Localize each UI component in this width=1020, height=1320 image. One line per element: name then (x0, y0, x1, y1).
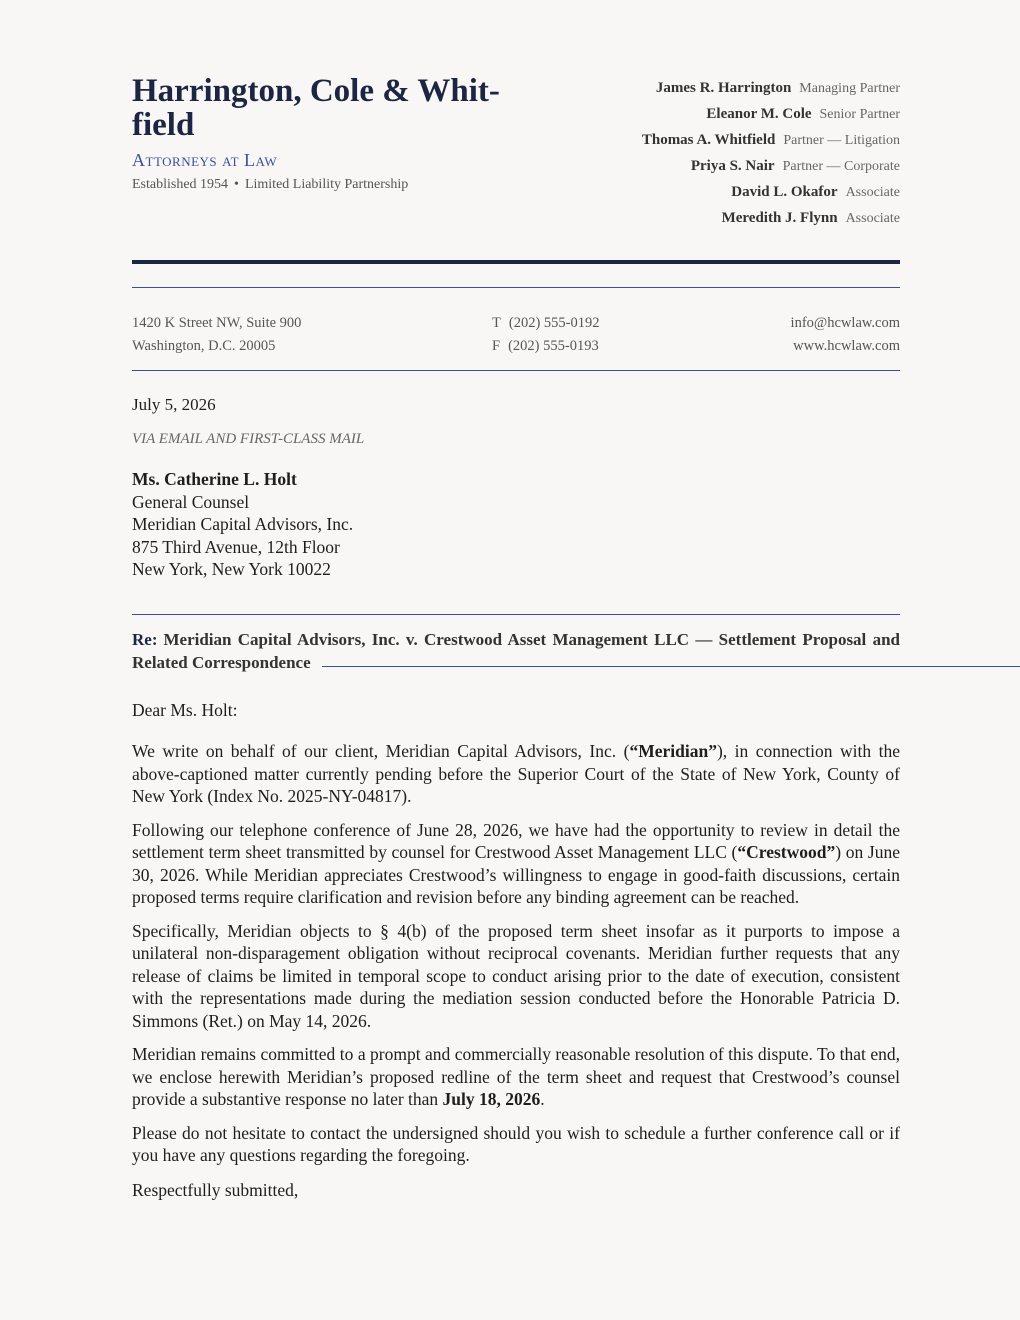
email-link[interactable]: info@hcwlaw.com (790, 315, 900, 331)
paragraph-text: ), in connection with the above-captioned matter currently pending before the Superior Court of the State of New York, County of New York (Index No. 2025-NY-04817). (132, 741, 900, 806)
subject-line (132, 629, 900, 674)
phone-line (492, 312, 599, 335)
partner-name: Meredith J. Flynn (721, 210, 838, 226)
partner-entry (600, 156, 900, 177)
partner-name: Thomas A. Whitfield (641, 132, 776, 148)
subject-text: Meridian Capital Advisors, Inc. v. Crestwood Asset Management LLC — Settlement Proposal and Related Correspondence (132, 630, 900, 672)
phone-number: (202) 555-0192 (508, 315, 600, 331)
recipient-title: General Counsel (132, 491, 250, 512)
paragraph-text: Following our telephone conference of June 28, 2026, we have had the opportunity to review in detail the settlement term sheet transmitted by counsel for Crestwood Asset Management LLC ( (132, 819, 900, 862)
partner-title: Associate (845, 211, 900, 226)
paragraph-text: We write on behalf of our client, Meridian Capital Advisors, Inc. ( (132, 741, 630, 761)
letter-date: July 5, 2026 (132, 395, 216, 414)
partner-entry (600, 182, 900, 203)
contact-divider-bottom (132, 370, 900, 371)
recipient-street: 875 Third Avenue, 12th Floor (132, 536, 340, 557)
firm-established: Established 1954 (132, 177, 229, 192)
body-paragraph: Specifically, Meridian objects to § 4(b) of the proposed term sheet insofar as it purports to impose a unilateral non-disparagement obligation without reciprocal covenants. Meridian further requests that any release of claims be limited in temporal scope to conduct arising prior to the date of execution, consistent with the representations made during the mediation session conducted before the Honorable Patricia D. Simmons (Ret.) on May 14, 2026. (132, 920, 900, 1031)
address-line-1: 1420 K Street NW, Suite 900 (132, 315, 302, 331)
fax-number: (202) 555-0193 (508, 338, 599, 354)
firm-name: Harrington, Cole & Whit-field (132, 73, 500, 143)
firm-web-contact (791, 312, 900, 358)
firm-address (132, 312, 301, 358)
header-divider-thick (132, 260, 900, 264)
partner-title: Managing Partner (799, 81, 900, 96)
recipient-company: Meridian Capital Advisors, Inc. (132, 514, 354, 534)
subject-divider (132, 614, 900, 615)
partner-title: Associate (845, 185, 900, 200)
partner-title: Partner — Corporate (782, 159, 900, 174)
partner-entry (600, 208, 900, 229)
closing: Respectfully submitted, (132, 1180, 299, 1200)
partner-title: Partner — Litigation (783, 133, 900, 148)
firm-entity-type: Limited Liability Partnership (244, 177, 409, 192)
body-paragraph (132, 740, 900, 808)
recipient-city: New York, New York 10022 (132, 559, 331, 579)
subject-label: Re: (132, 630, 158, 649)
bullet-separator: • (234, 177, 239, 192)
firm-established-line (132, 177, 552, 193)
phone-label: T (492, 315, 501, 331)
paragraph-text: Meridian remains committed to a prompt and commercially reasonable resolution of this dispute. To that end, we enclose herewith Meridian’s proposed redline of the term sheet and request that Crestwood’s counsel provide a substantive response no later than (132, 1044, 900, 1109)
letter-body (132, 740, 900, 1178)
defined-term: “Crestwood” (737, 842, 836, 862)
deadline-date: July 18, 2026 (442, 1089, 541, 1109)
partner-name: Eleanor M. Cole (706, 106, 812, 122)
paragraph-text: . (540, 1089, 545, 1109)
partner-entry (600, 130, 900, 151)
paragraph-text: ) on June 30, 2026. While Meridian appreciates Crestwood’s willingness to engage in good-faith discussions, certain proposed terms require clarification and revision before any binding agreement can be reached. (132, 842, 901, 907)
partner-title: Senior Partner (819, 107, 900, 122)
fax-label: F (492, 338, 501, 354)
subject-underline (322, 666, 1020, 667)
partner-list (600, 78, 900, 234)
partner-entry (600, 78, 900, 99)
body-paragraph (132, 1043, 900, 1111)
recipient-block (132, 468, 353, 581)
body-paragraph: Please do not hesitate to contact the undersigned should you wish to schedule a further conference call or if you have any questions regarding the foregoing. (132, 1122, 900, 1165)
fax-line (492, 335, 599, 358)
body-paragraph (132, 819, 900, 909)
address-line-2: Washington, D.C. 20005 (132, 338, 276, 354)
partner-name: David L. Okafor (731, 184, 838, 200)
recipient-name: Ms. Catherine L. Holt (132, 469, 297, 489)
partner-name: James R. Harrington (655, 80, 792, 96)
delivery-method: VIA EMAIL AND FIRST-CLASS MAIL (132, 431, 365, 447)
contact-divider-top (132, 287, 900, 288)
defined-term: “Meridian” (629, 741, 717, 761)
firm-tagline: Attorneys at Law (132, 150, 278, 170)
website-link[interactable]: www.hcwlaw.com (793, 338, 900, 354)
partner-entry (600, 104, 900, 125)
salutation: Dear Ms. Holt: (132, 700, 238, 720)
firm-phone-fax (492, 312, 599, 358)
partner-name: Priya S. Nair (690, 158, 775, 174)
firm-letterhead (132, 74, 552, 193)
